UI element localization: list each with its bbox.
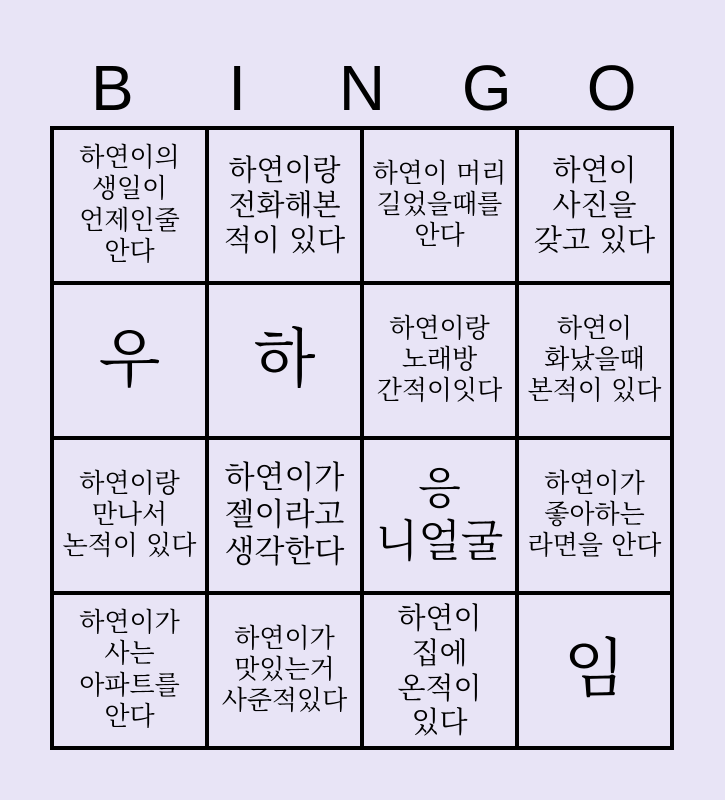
cell-text: 응 니얼굴	[375, 462, 504, 567]
bingo-cell-r2c2[interactable]	[209, 285, 360, 436]
bingo-cell-r2c1[interactable]	[54, 285, 205, 436]
cell-text: 하	[253, 323, 316, 398]
bingo-cell-r4c1[interactable]	[54, 595, 205, 746]
header-letter-g: G	[461, 52, 512, 124]
bingo-cell-r3c1[interactable]	[54, 440, 205, 591]
cell-text: 하연이의 생일이 언제인줄 안다	[79, 143, 180, 267]
header-letter-n: N	[338, 52, 386, 124]
bingo-board	[50, 126, 674, 750]
cell-text: 하연이랑 만나서 논적이 있다	[62, 468, 197, 562]
cell-text: 하연이 머리 길었을때를 안다	[372, 158, 507, 252]
cell-text: 하연이랑 노래방 간적이잇다	[376, 313, 503, 407]
cell-text: 하연이가 맛있는거 사준적있다	[221, 623, 348, 717]
bingo-cell-r1c2[interactable]	[209, 130, 360, 281]
cell-text: 임	[563, 633, 626, 708]
bingo-cell-r3c2[interactable]	[209, 440, 360, 591]
bingo-cell-r4c3[interactable]	[364, 595, 515, 746]
cell-text: 하연이가 젤이라고 생각한다	[224, 459, 345, 571]
header-letter-i: I	[228, 52, 247, 124]
bingo-cell-r4c2[interactable]	[209, 595, 360, 746]
cell-text: 하연이랑 전화해본 적이 있다	[223, 153, 346, 257]
bingo-cell-r1c4[interactable]	[519, 130, 670, 281]
header-letter-b: B	[91, 52, 134, 124]
cell-text: 하연이 사진을 갖고 있다	[533, 153, 656, 257]
bingo-cell-r1c3[interactable]	[364, 130, 515, 281]
cell-text: 우	[98, 323, 161, 398]
bingo-cell-r2c4[interactable]	[519, 285, 670, 436]
cell-text: 하연이가 사는 아파트를 안다	[79, 608, 180, 732]
cell-text: 하연이 집에 온적이 있다	[397, 600, 482, 740]
bingo-cell-r3c3[interactable]	[364, 440, 515, 591]
cell-text: 하연이 화났을때 본적이 있다	[527, 313, 662, 407]
header-letter-o: O	[586, 52, 637, 124]
bingo-header	[50, 50, 674, 126]
cell-text: 하연이가 좋아하는 라면을 안다	[527, 468, 662, 562]
bingo-cell-r1c1[interactable]	[54, 130, 205, 281]
bingo-cell-r2c3[interactable]	[364, 285, 515, 436]
bingo-cell-r3c4[interactable]	[519, 440, 670, 591]
bingo-cell-r4c4[interactable]	[519, 595, 670, 746]
